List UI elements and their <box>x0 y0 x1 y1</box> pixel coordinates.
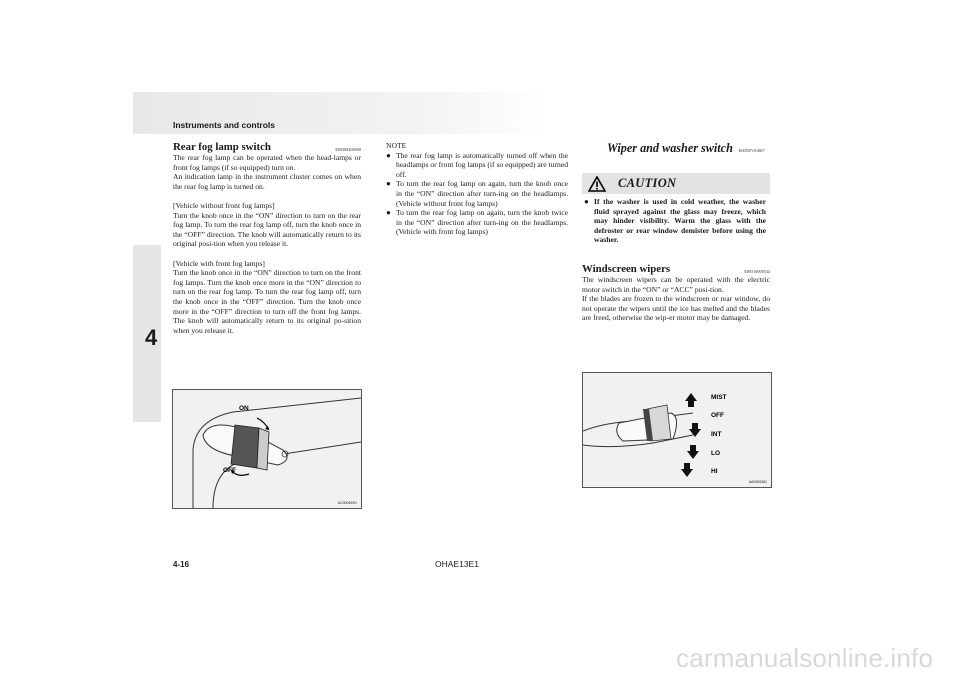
label-off: OFF <box>711 412 724 419</box>
windscreen-wipers-code: E00516000534 <box>744 268 770 274</box>
label-hi: HI <box>711 468 718 475</box>
paragraph: [Vehicle without front fog lamps] <box>173 200 275 210</box>
chapter-number: 4 <box>145 325 158 350</box>
note-item: ● The rear fog lamp is automatically turned off when the headlamps or front fog lamps (if so equipped) are turned off. <box>386 150 568 179</box>
wiper-code: E00507101667 <box>738 148 765 153</box>
warning-icon <box>588 176 606 192</box>
rear-fog-code: E00508400569 <box>335 147 361 152</box>
figure-code: AC000459G <box>337 501 357 505</box>
column-notes <box>386 141 568 237</box>
label-int: INT <box>711 431 722 438</box>
label-lo: LO <box>711 450 721 457</box>
bullet-icon: ● <box>386 208 391 218</box>
figure-code: AA0055381 <box>748 480 767 484</box>
paragraph: The windscreen wipers can be operated with the electric motor switch in the “ON” or “ACC” posi-tion. <box>582 274 770 294</box>
paragraph: Turn the knob once in the “ON” direction to turn on the front fog lamps. Turn the knob once more in the “ON” direction to turn on the rear fog lamp. To turn the rear fog lamp off, turn the knob once in the “OFF” direction. Turn the knob once more in the “OFF” direction to turn off the front fog lamps. The knob will automatically return to its original po-sition when you release it. <box>173 268 361 335</box>
paragraph: An indication lamp in the instrument cluster comes on when the rear fog lamp is turned on. <box>173 172 361 191</box>
wiper-switch-figure <box>582 372 772 488</box>
mist-arrow <box>685 393 697 407</box>
label-mist: MIST <box>711 394 727 401</box>
fog-switch-figure <box>172 389 362 509</box>
wiper-title: Wiper and washer switch <box>607 141 733 155</box>
caution-item: ● If the washer is used in cold weather, the washer fluid sprayed against the glass may freeze, which may hinder visibility. Warm the glass with the defroster or rear window demister before using the washer. <box>584 197 766 245</box>
document-code: OHAE13E1 <box>435 559 479 569</box>
watermark: carmanualsonline.info <box>676 643 934 673</box>
caution-box <box>582 173 770 245</box>
paragraph: The rear fog lamp can be operated when the head-lamps or front fog lamps (if so equipped) turn on. <box>173 153 361 172</box>
wiper-heading <box>582 141 770 155</box>
bullet-icon: ● <box>386 179 391 189</box>
int-arrow <box>689 423 701 437</box>
note-label: NOTE <box>386 141 407 150</box>
wiper-switch-illustration <box>583 373 771 487</box>
fog-off-label: OFF <box>223 467 236 474</box>
rear-fog-heading <box>173 141 361 153</box>
bullet-icon: ● <box>584 197 589 206</box>
column-rear-fog <box>173 141 361 335</box>
section-title: Instruments and controls <box>173 120 276 130</box>
note-item: ● To turn the rear fog lamp on again, turn the knob twice in the “ON” direction after turn-ing on the headlamps. (Vehicle with front fog lamps) <box>386 208 568 237</box>
hi-arrow <box>681 463 693 477</box>
paragraph: [Vehicle with front fog lamps] <box>173 258 265 268</box>
fog-switch-illustration <box>173 390 361 508</box>
paragraph: If the blades are frozen to the windscreen or rear window, do not operate the wipers until the ice has melted and the blades are freed, otherwise the wip-er motor may be damaged. <box>582 294 770 323</box>
bullet-icon: ● <box>386 150 391 160</box>
column-wiper <box>582 141 770 323</box>
page-number: 4-16 <box>173 560 190 569</box>
paragraph: Turn the knob once in the “ON” direction to turn on the rear fog lamp. To turn the rear fog lamp off, turn the knob once in the “OFF” direction. The knob will automatically return to its original posi-tion when you release it. <box>173 210 361 249</box>
caution-title: CAUTION <box>618 175 677 190</box>
windscreen-wipers-heading <box>582 263 770 275</box>
note-item: ● To turn the rear fog lamp on again, turn the knob once in the “ON” direction after turn-ing on the headlamps. (Vehicle without front fog lamps) <box>386 179 568 208</box>
lo-arrow <box>687 445 699 459</box>
windscreen-wipers-title: Windscreen wipers <box>582 262 671 275</box>
caution-header <box>582 173 770 194</box>
fog-on-label: ON <box>239 405 249 412</box>
rear-fog-title: Rear fog lamp switch <box>173 141 271 153</box>
